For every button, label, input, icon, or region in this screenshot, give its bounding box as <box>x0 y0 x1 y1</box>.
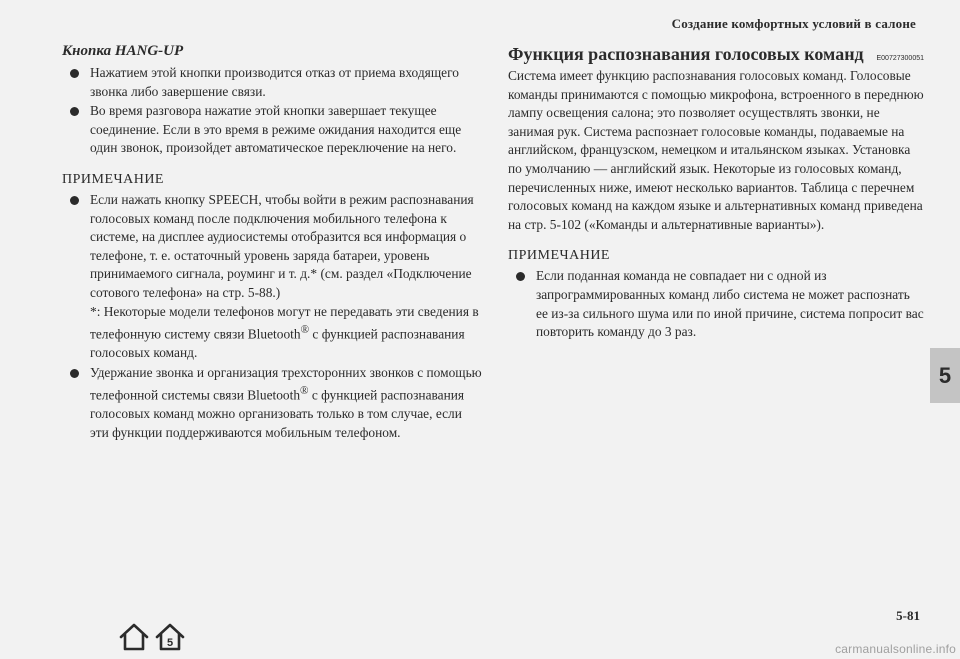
page-header-title: Создание комфортных условий в салоне <box>671 16 916 31</box>
section-heading: Функция распознавания голосовых команд <box>508 44 864 64</box>
list-item-text-end: с функцией распознавания голосовых команд можно организовать только в том случае, если эти функции поддерживаются мобильным телефоном. <box>90 387 465 441</box>
list-item-text: Нажатием этой кнопки производится отказ от приема входящего звонка либо завершение связи. <box>90 65 459 99</box>
footnote-text-end: с функцией распознавания голосовых команд. <box>90 326 465 361</box>
list-item <box>62 102 482 158</box>
footnote-text: *: Некоторые модели телефонов могут не передавать эти сведения в телефонную систему связи Bluetooth <box>90 303 479 342</box>
section-code: E00727300051 <box>876 55 924 62</box>
bullet-icon <box>70 69 79 78</box>
list-item-text: Во время разговора нажатие этой кнопки завершает текущее соединение. Если в это время в режиме ожидания находится еще один звонок, произойдет автоматическое переключение на него. <box>90 103 462 156</box>
bullet-icon <box>70 107 79 116</box>
hang-up-bullet-list <box>62 64 482 158</box>
registered-mark: ® <box>300 385 309 398</box>
chapter-home-icon-label: 5 <box>166 637 174 649</box>
watermark: carmanualsonline.info <box>835 642 956 656</box>
list-item <box>508 267 924 341</box>
note-heading: ПРИМЕЧАНИЕ <box>508 248 610 264</box>
navigation-icons <box>118 622 186 652</box>
note-bullet-list <box>62 191 482 443</box>
left-column <box>62 43 482 444</box>
list-item <box>62 191 482 363</box>
bullet-icon <box>70 196 79 205</box>
chapter-tab[interactable]: 5 <box>930 348 960 403</box>
note-bullet-list <box>508 267 924 341</box>
list-item-text: Если нажать кнопку SPEECH, чтобы войти в режим распознавания голосовых команд после подключения мобильного телефона к системе, на дисплее аудиосистемы отобразится вся информация о телефоне, т. е. остаточный уровень заряда батареи, уровень принимаемого сигнала, роуминг и т. д.* (см. раздел «Подключение сотового телефона» на стр. 5-88.) <box>90 191 474 300</box>
list-item <box>62 364 482 443</box>
bullet-icon <box>516 272 525 281</box>
registered-mark: ® <box>300 324 310 337</box>
right-column <box>508 43 924 343</box>
note-heading: ПРИМЕЧАНИЕ <box>62 171 164 187</box>
page-number: 5-81 <box>896 608 920 623</box>
footnote <box>90 303 482 363</box>
list-item-text: Удержание звонка и организация трехсторонних звонков с помощью телефонной системы связи Bluetooth <box>90 364 482 403</box>
section-heading-row <box>508 43 924 65</box>
list-item-text: Если поданная команда не совпадает ни с одной из запрограммированных команд либо система не может распознать ее из-за сильного шума или по иной причине, система попросит вас повторить команду до 3 раз. <box>536 268 924 340</box>
bullet-icon <box>70 369 79 378</box>
hang-up-subheading: Кнопка HANG-UP <box>62 43 184 59</box>
list-item <box>62 64 482 101</box>
home-icon[interactable] <box>118 622 150 652</box>
chapter-home-icon[interactable] <box>154 622 186 652</box>
section-paragraph: Система имеет функцию распознавания голосовых команд. Голосовые команды принимаются с помощью микрофона, встроенного в переднюю лампу освещения салона; это позволяет осуществлять звонки, не занимая рук. Система распознает голосовые команды, подаваемые на английском, французском, немецком и итальянском языках. Установка по умолчанию — английский язык. Некоторые из голосовых команд, перечисленных ниже, имеют несколько вариантов. Таблица с перечнем голосовых команд на каждом языке и альтернативных команд приведена на стр. 5-102 («Команды и альтернативные варианты»). <box>508 68 924 232</box>
